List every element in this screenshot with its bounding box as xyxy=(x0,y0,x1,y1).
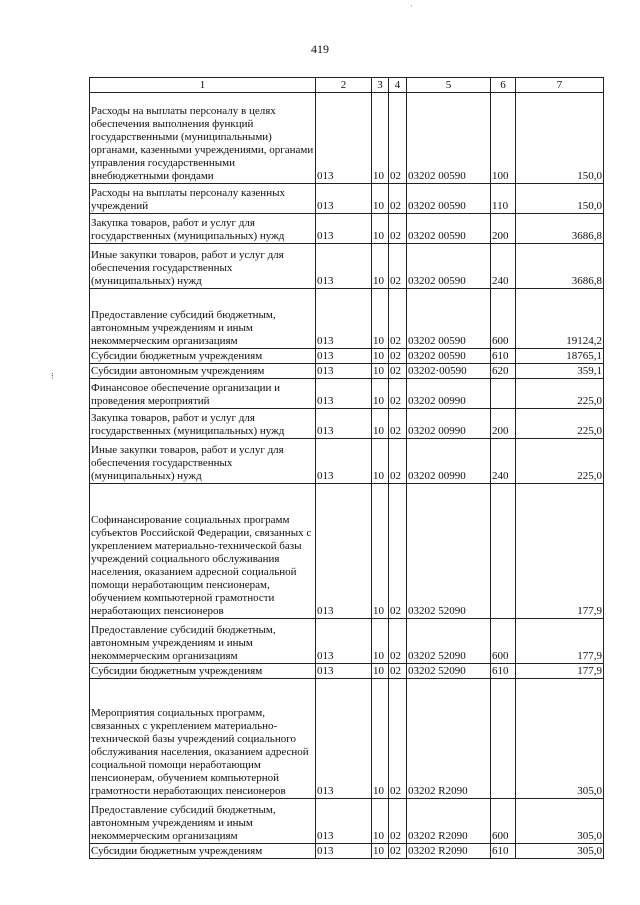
table-row xyxy=(90,799,604,844)
row-amount-cell: 177,9 xyxy=(516,619,604,664)
table-row xyxy=(90,244,604,289)
row-section-cell: 10 xyxy=(372,619,389,664)
table-row xyxy=(90,379,604,409)
table-row xyxy=(90,184,604,214)
row-expense-type-cell: 610 xyxy=(491,844,516,859)
header-col-2: 2 xyxy=(316,78,372,93)
row-ministry-code-cell: 013 xyxy=(316,664,372,679)
table-row xyxy=(90,364,604,379)
row-ministry-code-cell: 013 xyxy=(316,214,372,244)
row-name-cell: Субсидии бюджетным учреждениям xyxy=(90,664,316,679)
row-subsection-cell: 02 xyxy=(389,93,407,184)
table-row xyxy=(90,289,604,349)
row-name-cell: Предоставление субсидий бюджетным, автономным учреждениям и иным некоммерческим организациям xyxy=(90,619,316,664)
row-section-cell: 10 xyxy=(372,289,389,349)
row-expense-type-cell xyxy=(491,484,516,619)
row-expense-type-cell: 200 xyxy=(491,214,516,244)
row-name-cell: Предоставление субсидий бюджетным, автономным учреждениям и иным некоммерческим организациям xyxy=(90,799,316,844)
row-expense-type-cell: 200 xyxy=(491,409,516,439)
row-target-article-cell: 03202 00590 xyxy=(407,349,491,364)
row-expense-type-cell xyxy=(491,679,516,799)
scan-dot-mark: · xyxy=(410,2,413,11)
row-ministry-code-cell: 013 xyxy=(316,484,372,619)
row-ministry-code-cell: 013 xyxy=(316,409,372,439)
row-target-article-cell: 03202 52090 xyxy=(407,484,491,619)
row-amount-cell: 305,0 xyxy=(516,799,604,844)
row-ministry-code-cell: 013 xyxy=(316,379,372,409)
row-subsection-cell: 02 xyxy=(389,439,407,484)
row-ministry-code-cell: 013 xyxy=(316,93,372,184)
row-subsection-cell: 02 xyxy=(389,244,407,289)
row-section-cell: 10 xyxy=(372,364,389,379)
row-name-cell: Иные закупки товаров, работ и услуг для обеспечения государственных (муниципальных) нужд xyxy=(90,439,316,484)
row-amount-cell: 3686,8 xyxy=(516,214,604,244)
table-row xyxy=(90,844,604,859)
row-name-cell: Закупка товаров, работ и услуг для государственных (муниципальных) нужд xyxy=(90,214,316,244)
row-name-cell: Иные закупки товаров, работ и услуг для обеспечения государственных (муниципальных) нужд xyxy=(90,244,316,289)
row-expense-type-cell: 240 xyxy=(491,439,516,484)
row-ministry-code-cell: 013 xyxy=(316,619,372,664)
row-section-cell: 10 xyxy=(372,679,389,799)
row-subsection-cell: 02 xyxy=(389,844,407,859)
row-subsection-cell: 02 xyxy=(389,484,407,619)
row-ministry-code-cell: 013 xyxy=(316,799,372,844)
row-name-cell: Субсидии автономным учреждениям xyxy=(90,364,316,379)
row-section-cell: 10 xyxy=(372,93,389,184)
row-subsection-cell: 02 xyxy=(389,184,407,214)
row-amount-cell: 3686,8 xyxy=(516,244,604,289)
table-body xyxy=(90,93,604,859)
row-subsection-cell: 02 xyxy=(389,379,407,409)
row-name-cell: Субсидии бюджетным учреждениям xyxy=(90,349,316,364)
row-section-cell: 10 xyxy=(372,379,389,409)
header-col-4: 4 xyxy=(389,78,407,93)
row-ministry-code-cell: 013 xyxy=(316,439,372,484)
row-expense-type-cell: 100 xyxy=(491,93,516,184)
row-target-article-cell: 03202 R2090 xyxy=(407,799,491,844)
row-amount-cell: 177,9 xyxy=(516,484,604,619)
row-subsection-cell: 02 xyxy=(389,799,407,844)
row-name-cell: Субсидии бюджетным учреждениям xyxy=(90,844,316,859)
row-target-article-cell: 03202 R2090 xyxy=(407,844,491,859)
row-expense-type-cell: 600 xyxy=(491,799,516,844)
row-name-cell: Расходы на выплаты персоналу в целях обеспечения выполнения функций государственными (муниципальными) органами, казенными учреждениями, органами управления государственными внебюджетными фондами xyxy=(90,93,316,184)
row-amount-cell: 305,0 xyxy=(516,679,604,799)
row-target-article-cell: 03202 52090 xyxy=(407,664,491,679)
header-row xyxy=(90,78,604,93)
row-expense-type-cell: 600 xyxy=(491,289,516,349)
row-target-article-cell: 03202 00590 xyxy=(407,244,491,289)
row-name-cell: Мероприятия социальных программ, связанных с укреплением материально-технической базы учреждений социального обслуживания населения, оказанием адресной социальной помощи неработающим пенсионерам, обучением компьютерной грамотности неработающих пенсионеров xyxy=(90,679,316,799)
row-subsection-cell: 02 xyxy=(389,664,407,679)
row-amount-cell: 225,0 xyxy=(516,409,604,439)
row-amount-cell: 150,0 xyxy=(516,93,604,184)
row-target-article-cell: 03202 52090 xyxy=(407,619,491,664)
table-row xyxy=(90,349,604,364)
row-name-cell: Закупка товаров, работ и услуг для государственных (муниципальных) нужд xyxy=(90,409,316,439)
row-section-cell: 10 xyxy=(372,184,389,214)
row-expense-type-cell: 620 xyxy=(491,364,516,379)
table-row xyxy=(90,619,604,664)
row-section-cell: 10 xyxy=(372,664,389,679)
header-col-1: 1 xyxy=(90,78,316,93)
row-expense-type-cell: 240 xyxy=(491,244,516,289)
row-amount-cell: 225,0 xyxy=(516,439,604,484)
table-row xyxy=(90,679,604,799)
row-subsection-cell: 02 xyxy=(389,289,407,349)
row-section-cell: 10 xyxy=(372,349,389,364)
row-target-article-cell: 03202 00590 xyxy=(407,184,491,214)
row-target-article-cell: 03202 00590 xyxy=(407,93,491,184)
row-subsection-cell: 02 xyxy=(389,214,407,244)
row-amount-cell: 359,1 xyxy=(516,364,604,379)
row-amount-cell: 225,0 xyxy=(516,379,604,409)
row-ministry-code-cell: 013 xyxy=(316,289,372,349)
row-section-cell: 10 xyxy=(372,244,389,289)
header-col-7: 7 xyxy=(516,78,604,93)
row-ministry-code-cell: 013 xyxy=(316,844,372,859)
row-name-cell: Софинансирование социальных программ субъектов Российской Федерации, связанных с укреплением материально-технической базы учреждений социального обслуживания населения, оказанием адресной социальной помощи неработающим пенсионерам, обучением компьютерной грамотности неработающих пенсионеров xyxy=(90,484,316,619)
row-target-article-cell: 03202 00590 xyxy=(407,214,491,244)
row-target-article-cell: 03202·00590 xyxy=(407,364,491,379)
row-ministry-code-cell: 013 xyxy=(316,679,372,799)
row-section-cell: 10 xyxy=(372,799,389,844)
row-amount-cell: 18765,1 xyxy=(516,349,604,364)
row-expense-type-cell xyxy=(491,379,516,409)
row-target-article-cell: 03202 00590 xyxy=(407,289,491,349)
row-section-cell: 10 xyxy=(372,409,389,439)
row-ministry-code-cell: 013 xyxy=(316,184,372,214)
margin-scan-mark: ⁝ xyxy=(51,372,54,382)
row-section-cell: 10 xyxy=(372,214,389,244)
row-subsection-cell: 02 xyxy=(389,349,407,364)
row-ministry-code-cell: 013 xyxy=(316,349,372,364)
row-subsection-cell: 02 xyxy=(389,409,407,439)
header-col-3: 3 xyxy=(372,78,389,93)
row-target-article-cell: 03202 00990 xyxy=(407,379,491,409)
row-amount-cell: 150,0 xyxy=(516,184,604,214)
row-subsection-cell: 02 xyxy=(389,619,407,664)
page-number: 419 xyxy=(311,42,329,56)
row-expense-type-cell: 610 xyxy=(491,349,516,364)
row-amount-cell: 305,0 xyxy=(516,844,604,859)
table-row xyxy=(90,439,604,484)
table-row xyxy=(90,409,604,439)
row-subsection-cell: 02 xyxy=(389,364,407,379)
row-ministry-code-cell: 013 xyxy=(316,364,372,379)
row-name-cell: Расходы на выплаты персоналу казенных учреждений xyxy=(90,184,316,214)
row-expense-type-cell: 110 xyxy=(491,184,516,214)
row-subsection-cell: 02 xyxy=(389,679,407,799)
row-section-cell: 10 xyxy=(372,484,389,619)
header-col-5: 5 xyxy=(407,78,491,93)
row-amount-cell: 19124,2 xyxy=(516,289,604,349)
budget-table xyxy=(89,77,604,859)
table-row xyxy=(90,664,604,679)
table-row xyxy=(90,93,604,184)
row-name-cell: Предоставление субсидий бюджетным, автономным учреждениям и иным некоммерческим организациям xyxy=(90,289,316,349)
table-row xyxy=(90,214,604,244)
row-target-article-cell: 03202 00990 xyxy=(407,439,491,484)
row-target-article-cell: 03202 00990 xyxy=(407,409,491,439)
table-row xyxy=(90,484,604,619)
row-name-cell: Финансовое обеспечение организации и проведения мероприятий xyxy=(90,379,316,409)
row-amount-cell: 177,9 xyxy=(516,664,604,679)
row-section-cell: 10 xyxy=(372,439,389,484)
row-target-article-cell: 03202 R2090 xyxy=(407,679,491,799)
header-col-6: 6 xyxy=(491,78,516,93)
row-ministry-code-cell: 013 xyxy=(316,244,372,289)
row-expense-type-cell: 600 xyxy=(491,619,516,664)
row-expense-type-cell: 610 xyxy=(491,664,516,679)
row-section-cell: 10 xyxy=(372,844,389,859)
